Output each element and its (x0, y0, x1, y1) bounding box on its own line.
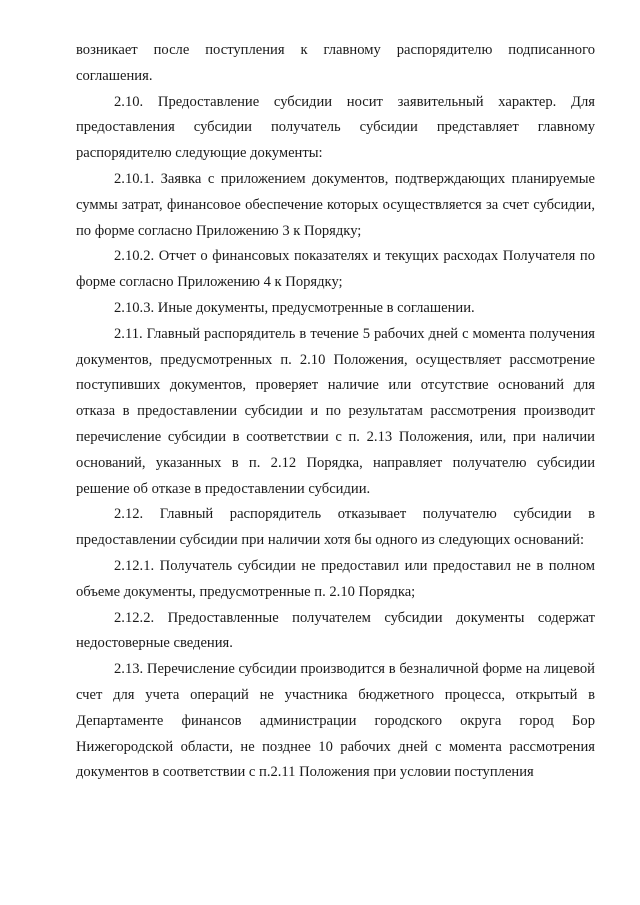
paragraph-2-11: 2.11. Главный распорядитель в течение 5 рабочих дней с момента получения документов, предусмотренных п. 2.10 Положения, осуществляет рассмотрение поступивших документов, проверяет наличие или отсутствие оснований для отказа в предоставлении субсидии и по результатам рассмотрения производит перечисление субсидии в соответствии с п. 2.13 Положения, или, при наличии оснований, указанных в п. 2.12 Порядка, направляет получателю субсидии решение об отказе в предоставлении субсидии. (76, 325, 595, 497)
document-page (76, 38, 595, 786)
paragraph-2-10-1: 2.10.1. Заявка с приложением документов, подтверждающих планируемые суммы затрат, финансовое обеспечение которых осуществляется за счет субсидии, по форме согласно Приложению 3 к Порядку; (76, 170, 595, 239)
paragraph-2-10-3: 2.10.3. Иные документы, предусмотренные в соглашении. (114, 299, 475, 316)
paragraph-2-13: 2.13. Перечисление субсидии производится в безналичной форме на лицевой счет для учета операций не участника бюджетного процесса, открытый в Департаменте финансов администрации городского округа город Бор Нижегородской области, не позднее 10 рабочих дней с момента рассмотрения документов в соответствии с п.2.11 Положения при условии поступления (76, 661, 595, 781)
paragraph-2-12-1: 2.12.1. Получатель субсидии не предоставил или предоставил не в полном объеме документы, предусмотренные п. 2.10 Порядка; (76, 557, 595, 600)
paragraph-continuation: возникает после поступления к главному распорядителю подписанного соглашения. (76, 42, 595, 84)
paragraph-2-12-2: 2.12.2. Предоставленные получателем субсидии документы содержат недостоверные сведения. (76, 609, 595, 652)
paragraph-2-12: 2.12. Главный распорядитель отказывает получателю субсидии в предоставлении субсидии при наличии хотя бы одного из следующих оснований: (76, 506, 595, 549)
paragraph-2-10: 2.10. Предоставление субсидии носит заявительный характер. Для предоставления субсидии получатель субсидии представляет главному распорядителю следующие документы: (76, 93, 595, 162)
paragraph-2-10-2: 2.10.2. Отчет о финансовых показателях и текущих расходах Получателя по форме согласно Приложению 4 к Порядку; (76, 248, 595, 291)
